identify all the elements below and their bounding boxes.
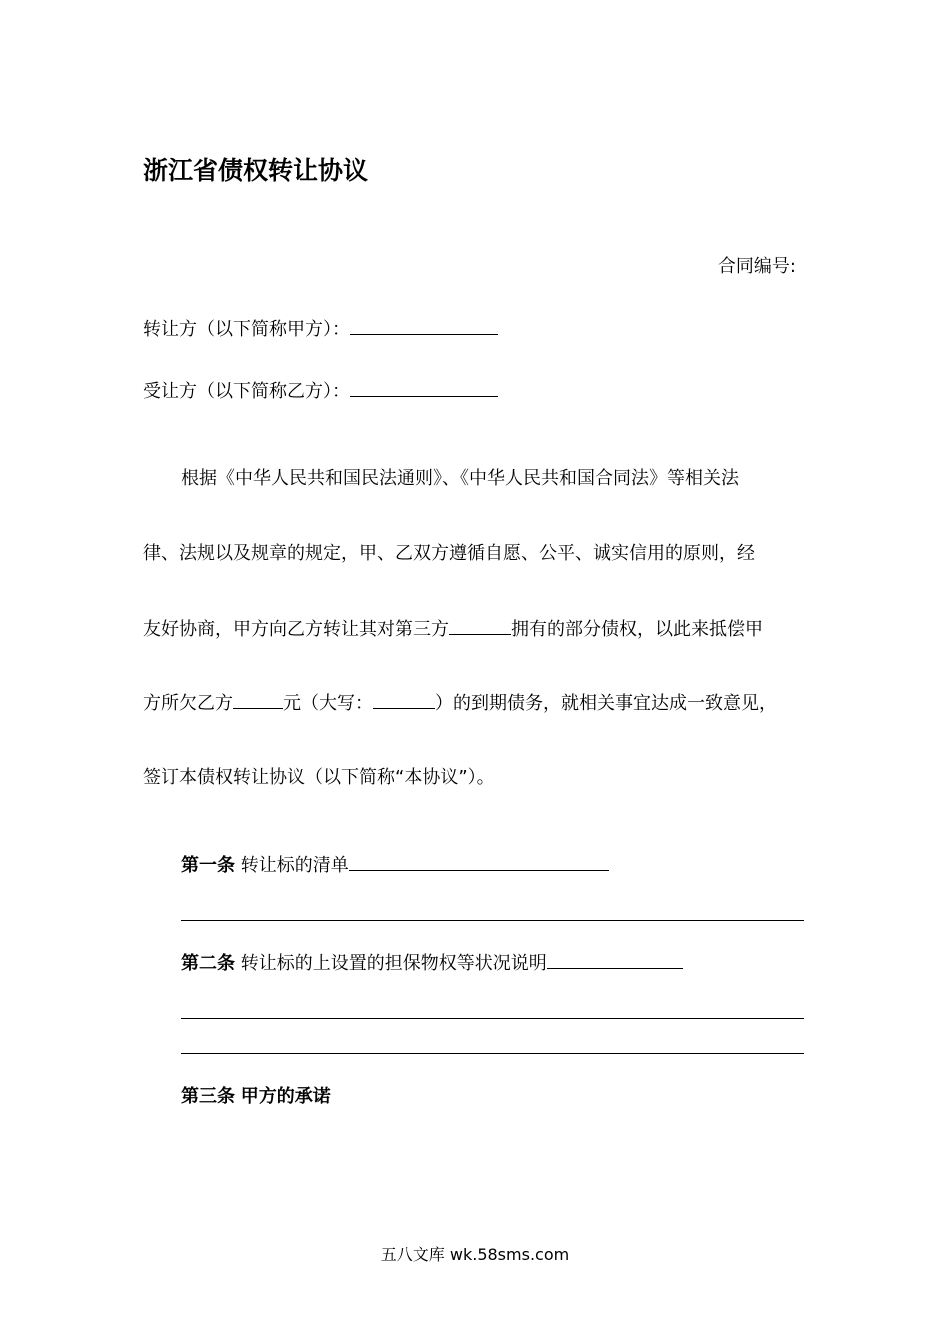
article-2-fill-line-1: [181, 1018, 804, 1019]
preamble-line-3-part-a: 友好协商，甲方向乙方转让其对第三方: [143, 619, 449, 640]
preamble-line-1: 根据《中华人民共和国民法通则》、《中华人民共和国合同法》等相关法: [181, 468, 739, 489]
preamble-line-4-part-c: ）的到期债务，就相关事宜达成一致意见，: [435, 693, 777, 714]
article-2-fill-line-2: [181, 1053, 804, 1054]
article-2: [181, 950, 683, 977]
preamble-line-3: [143, 616, 763, 643]
transferee-line: [143, 378, 498, 405]
article-2-blank: [547, 950, 683, 969]
transferee-label: 受让方（以下简称乙方）：: [143, 381, 350, 402]
amount-blank: [233, 690, 283, 709]
contract-number-label: 合同编号:: [717, 256, 796, 277]
article-1-fill-line: [181, 920, 804, 921]
transferor-blank: [350, 316, 498, 335]
third-party-blank: [449, 616, 511, 635]
article-3-text: 甲方的承诺: [240, 1086, 331, 1107]
article-2-text: 转让标的上设置的担保物权等状况说明: [240, 953, 547, 974]
article-3: [181, 1084, 331, 1110]
article-1-number: 第一条: [181, 855, 235, 876]
document-title: 浙江省债权转让协议: [143, 156, 369, 185]
article-1-blank: [349, 852, 609, 871]
preamble-line-2: 律、法规以及规章的规定，甲、乙双方遵循自愿、公平、诚实信用的原则，经: [143, 543, 755, 564]
amount-words-blank: [373, 690, 435, 709]
transferor-label: 转让方（以下简称甲方）：: [143, 319, 350, 340]
article-1-text: 转让标的清单: [240, 855, 349, 876]
footer-watermark: 五八文库 wk.58sms.com: [380, 1245, 570, 1264]
preamble-line-4: [143, 690, 777, 717]
preamble-line-4-part-b: 元（大写：: [283, 693, 373, 714]
article-1: [181, 852, 609, 879]
article-3-number: 第三条: [181, 1086, 235, 1107]
article-2-number: 第二条: [181, 953, 235, 974]
transferee-blank: [350, 378, 498, 397]
preamble-line-5: 签订本债权转让协议（以下简称“本协议”）。: [143, 767, 495, 788]
preamble-line-4-part-a: 方所欠乙方: [143, 693, 233, 714]
transferor-line: [143, 316, 498, 343]
preamble-line-3-part-b: 拥有的部分债权，以此来抵偿甲: [511, 619, 763, 640]
